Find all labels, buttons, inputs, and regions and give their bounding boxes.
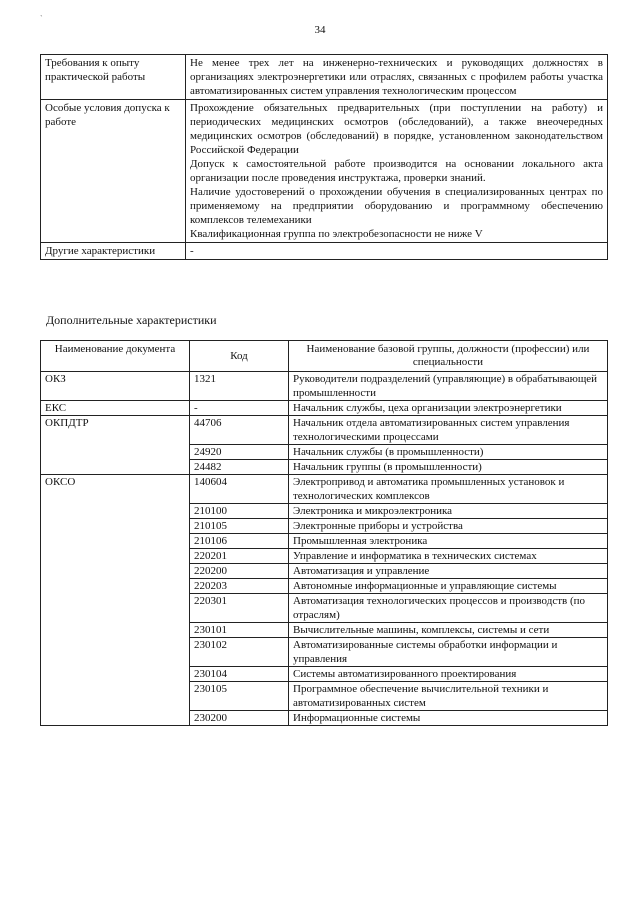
table-row (41, 416, 608, 445)
row-label: Требования к опыту практической работы (41, 55, 186, 100)
table-header-row (41, 341, 608, 372)
paragraph: - (190, 245, 194, 257)
code-cell: 44706 (190, 416, 289, 445)
paragraph: Не менее трех лет на инженерно-технических и руководящих должностях в организациях электроэнергетики или отраслях, связанных с профилем работы участка автоматизированных систем управления технологическим процессом (190, 57, 603, 97)
code-cell: 210105 (190, 519, 289, 534)
header-code: Код (190, 341, 289, 372)
document-cell: ОКСО (41, 475, 190, 726)
header-name: Наименование базовой группы, должности (профессии) или специальности (289, 341, 608, 372)
code-cell: 220201 (190, 549, 289, 564)
code-cell: 230104 (190, 667, 289, 682)
name-cell: Информационные системы (289, 711, 608, 726)
code-cell: 220200 (190, 564, 289, 579)
paragraph: Наличие удостоверений о прохождении обучения в специализированных центрах по применяемому на предприятии оборудованию и программному обеспечению комплексов телемеханики (190, 186, 603, 226)
name-cell: Программное обеспечение вычислительной техники и автоматизированных систем (289, 682, 608, 711)
name-cell: Начальник группы (в промышленности) (289, 460, 608, 475)
header-document: Наименование документа (41, 341, 190, 372)
name-cell: Автоматизированные системы обработки информации и управления (289, 638, 608, 667)
table-row (41, 55, 608, 100)
paragraph: Прохождение обязательных предварительных (при поступлении на работу) и периодических медицинских осмотров (обследований), а также внеочередных медицинских осмотров (обследований) в порядке, установленном законодательством Российской Федерации (190, 102, 603, 156)
table-row (41, 475, 608, 504)
name-cell: Начальник службы (в промышленности) (289, 445, 608, 460)
code-cell: - (190, 401, 289, 416)
code-cell: 230105 (190, 682, 289, 711)
row-value (186, 243, 608, 260)
code-cell: 1321 (190, 372, 289, 401)
name-cell: Автоматизация и управление (289, 564, 608, 579)
scan-mark: ` (40, 14, 43, 23)
name-cell: Начальник службы, цеха организации электроэнергетики (289, 401, 608, 416)
table-row (41, 401, 608, 416)
additional-characteristics-table (40, 340, 608, 726)
document-cell: ЕКС (41, 401, 190, 416)
paragraph: Квалификационная группа по электробезопасности не ниже V (190, 228, 483, 240)
name-cell: Начальник отдела автоматизированных систем управления технологическими процессами (289, 416, 608, 445)
table-body (41, 372, 608, 726)
requirements-table (40, 54, 608, 260)
name-cell: Автономные информационные и управляющие системы (289, 579, 608, 594)
code-cell: 210106 (190, 534, 289, 549)
code-cell: 230101 (190, 623, 289, 638)
document-cell: ОКПДТР (41, 416, 190, 475)
paragraph: Допуск к самостоятельной работе производится на основании локального акта организации после проведения инструктажа, проверки знаний. (190, 158, 603, 184)
row-value (186, 100, 608, 243)
row-value (186, 55, 608, 100)
table-row (41, 243, 608, 260)
name-cell: Вычислительные машины, комплексы, системы и сети (289, 623, 608, 638)
name-cell: Электропривод и автоматика промышленных установок и технологических комплексов (289, 475, 608, 504)
code-cell: 24920 (190, 445, 289, 460)
code-cell: 220301 (190, 594, 289, 623)
name-cell: Электроника и микроэлектроника (289, 504, 608, 519)
code-cell: 24482 (190, 460, 289, 475)
name-cell: Электронные приборы и устройства (289, 519, 608, 534)
row-label: Особые условия допуска к работе (41, 100, 186, 243)
code-cell: 230200 (190, 711, 289, 726)
page-number: 34 (314, 24, 326, 36)
name-cell: Автоматизация технологических процессов и производств (по отраслям) (289, 594, 608, 623)
name-cell: Руководители подразделений (управляющие) в обрабатывающей промышленности (289, 372, 608, 401)
section-title: Дополнительные характеристики (46, 313, 217, 327)
name-cell: Системы автоматизированного проектирования (289, 667, 608, 682)
code-cell: 210100 (190, 504, 289, 519)
code-cell: 230102 (190, 638, 289, 667)
table-row (41, 100, 608, 243)
code-cell: 220203 (190, 579, 289, 594)
document-cell: ОКЗ (41, 372, 190, 401)
row-label: Другие характеристики (41, 243, 186, 260)
name-cell: Управление и информатика в технических системах (289, 549, 608, 564)
table-row (41, 372, 608, 401)
code-cell: 140604 (190, 475, 289, 504)
name-cell: Промышленная электроника (289, 534, 608, 549)
